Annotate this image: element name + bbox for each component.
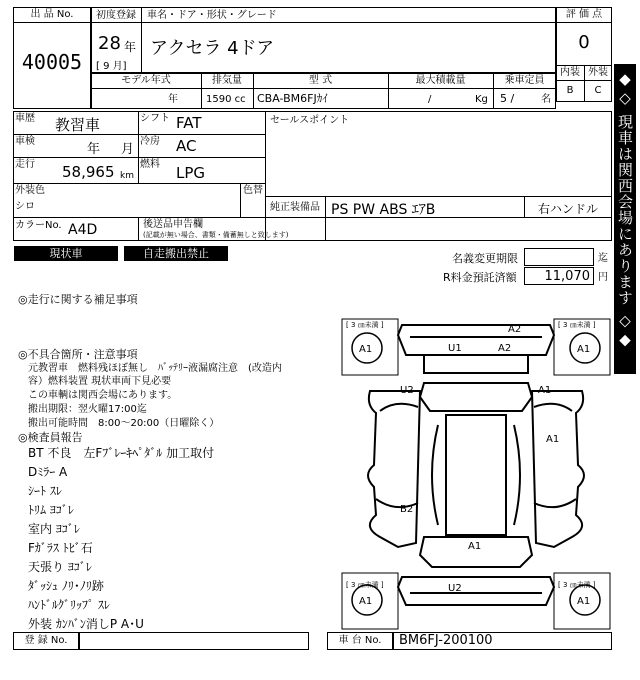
divider bbox=[265, 196, 612, 197]
sales-point-label: セールスポイント bbox=[270, 115, 350, 126]
divider bbox=[388, 73, 389, 109]
name-change-box bbox=[524, 248, 594, 266]
mark-front-bumper: A2 bbox=[508, 324, 522, 335]
shift-value: FAT bbox=[176, 114, 202, 132]
divider bbox=[138, 217, 139, 241]
corner-label-tl: [ 3 ㎝未満 ] bbox=[346, 321, 384, 329]
ac-label: 冷房 bbox=[140, 136, 160, 147]
mark-tire-fr: A1 bbox=[577, 344, 591, 355]
inspector-line: 室内 ﾖｺﾞﾚ bbox=[28, 522, 80, 536]
ac-value: AC bbox=[176, 137, 197, 155]
mark-right-front: A1 bbox=[538, 385, 552, 396]
mileage-unit: km bbox=[120, 171, 134, 181]
divider bbox=[13, 217, 612, 218]
fuel-label: 燃料 bbox=[140, 159, 160, 170]
lot-number-label: 出 品 No. bbox=[30, 9, 74, 20]
shift-label: シフト bbox=[140, 113, 170, 124]
color-number-value: A4D bbox=[68, 222, 98, 238]
year-unit: 年 bbox=[124, 40, 137, 54]
mark-front-a2: A2 bbox=[498, 343, 512, 354]
mark-left-front: U2 bbox=[400, 385, 414, 396]
displacement-label: 排気量 bbox=[212, 75, 242, 86]
capacity-value: 5 / bbox=[500, 92, 515, 105]
divider bbox=[13, 183, 265, 184]
inspector-line: Dﾐﾗｰ A bbox=[28, 465, 68, 479]
exterior-color-label: 外装色 bbox=[15, 185, 45, 196]
divider bbox=[265, 111, 266, 241]
score-value: 0 bbox=[578, 32, 590, 53]
corner-label-bl: [ 3 ㎝未満 ] bbox=[346, 581, 384, 589]
defect-line: 搬出期限：翌火曜17:00迄 bbox=[28, 404, 147, 415]
divider bbox=[556, 80, 612, 81]
color-number-label: カラーNo. bbox=[15, 220, 62, 231]
status-banner: 現状車 bbox=[14, 246, 118, 261]
inspector-line: ﾀﾞｯｼｭ ﾉﾘ･ﾉﾘ跡 bbox=[28, 579, 104, 593]
supplement-title: ◎走行に関する補足事項 bbox=[18, 293, 138, 306]
steering-side: 右ハンドル bbox=[537, 202, 598, 216]
divider bbox=[493, 73, 494, 109]
first-registration-label: 初度登録 bbox=[96, 10, 136, 21]
divider bbox=[91, 88, 556, 89]
interior-grade: B bbox=[566, 85, 574, 96]
chassis-label: 車 台 No. bbox=[338, 635, 382, 646]
mark-trunk: A1 bbox=[468, 541, 482, 552]
inspector-line: 外装 ｶﾝﾊﾞﾝ消しP A･U bbox=[28, 617, 144, 631]
inspector-line: ﾄﾘﾑ ﾖｺﾞﾚ bbox=[28, 503, 74, 517]
aftermarket-label: 後送品申告欄 bbox=[143, 219, 203, 230]
history-label: 車歴 bbox=[15, 113, 35, 124]
exterior-label: 外装 bbox=[588, 67, 608, 78]
inspector-line: ｼｰﾄ ｽﾚ bbox=[28, 484, 62, 498]
mark-tire-fl: A1 bbox=[359, 344, 373, 355]
mark-right-door: A1 bbox=[546, 434, 560, 445]
recycle-fee-label: R料金預託済額 bbox=[443, 271, 517, 284]
mark-front-u1: U1 bbox=[448, 343, 462, 354]
capacity-unit: 名 bbox=[541, 94, 551, 105]
recycle-fee-value: 11,070 bbox=[544, 269, 590, 284]
max-load-unit: Kg bbox=[475, 94, 488, 105]
vehicle-name: アクセラ 4ドア bbox=[150, 38, 275, 59]
history-value: 教習車 bbox=[55, 116, 101, 134]
defect-line: 元教習車 燃料残ほぼ無し ﾊﾞｯﾃﾘｰ液漏腐注意 (改造内 bbox=[28, 363, 282, 374]
aftermarket-note: (記載が無い場合、書類・備蓄無しと致します) bbox=[143, 231, 289, 239]
inspector-line: Fｶﾞﾗｽ ﾄﾋﾞ石 bbox=[28, 541, 93, 555]
registration-label: 登 録 No. bbox=[24, 635, 68, 646]
divider bbox=[138, 111, 139, 183]
inspection-month-unit: 月 bbox=[121, 142, 135, 157]
divider bbox=[141, 7, 142, 72]
interior-label: 内装 bbox=[560, 67, 580, 78]
model-year-label: モデル年式 bbox=[121, 75, 171, 86]
type-value: CBA-BM6FJｶｲ bbox=[257, 92, 328, 105]
inspector-title: ◎検査員報告 bbox=[18, 431, 83, 444]
score-label: 評 価 点 bbox=[565, 9, 603, 20]
divider bbox=[91, 22, 556, 23]
capacity-label: 乗車定員 bbox=[504, 75, 545, 86]
divider bbox=[556, 22, 612, 23]
genuine-equipment-label: 純正装備品 bbox=[270, 202, 320, 213]
max-load-separator: / bbox=[428, 94, 432, 105]
exterior-color-value: シロ bbox=[15, 201, 35, 212]
defect-line: 容）燃料装置 現状車両下見必要 bbox=[28, 376, 172, 387]
inspector-line: ﾊﾝﾄﾞﾙｸﾞﾘｯﾌﾟ ｽﾚ bbox=[28, 598, 110, 612]
inspector-line: BT 不良 左Fﾌﾞﾚｰｷﾍﾟﾀﾞﾙ 加工取付 bbox=[28, 446, 215, 460]
mileage-value: 58,965 bbox=[62, 163, 115, 181]
first-registration-month: [ 9 月] bbox=[96, 61, 127, 72]
mark-tire-rl: A1 bbox=[359, 596, 373, 607]
chassis-number: BM6FJ-200100 bbox=[399, 633, 493, 648]
side-banner-text: ◆◇ 現車は関西会場にあります ◇◆ bbox=[616, 70, 634, 350]
fuel-value: LPG bbox=[176, 164, 206, 182]
defect-line: 搬出可能時間 8:00〜20:00（日曜除く） bbox=[28, 418, 220, 429]
mileage-label: 走行 bbox=[15, 159, 35, 170]
mark-left-rear: B2 bbox=[400, 504, 414, 515]
vehicle-name-label: 車名・ドア・形状・グレード bbox=[147, 10, 277, 21]
recycle-fee-unit: 円 bbox=[598, 272, 608, 283]
mark-tire-rr: A1 bbox=[577, 596, 591, 607]
name-change-unit: 迄 bbox=[598, 253, 608, 264]
defects-title: ◎不具合箇所・注意事項 bbox=[18, 348, 138, 361]
max-load-label: 最大積載量 bbox=[415, 75, 466, 86]
displacement-value: 1590 cc bbox=[206, 94, 246, 105]
color-change-label: 色替 bbox=[243, 185, 263, 196]
divider bbox=[201, 73, 202, 109]
inspection-year-unit: 年 bbox=[87, 142, 101, 157]
defect-line: この車輌は関西会場にあります。 bbox=[28, 390, 178, 401]
inspector-line: 天張り ﾖｺﾞﾚ bbox=[28, 560, 92, 574]
divider bbox=[253, 73, 254, 109]
corner-label-br: [ 3 ㎝未満 ] bbox=[558, 581, 596, 589]
model-year-unit: 年 bbox=[168, 94, 178, 105]
genuine-equipment-value: PS PW ABS ｴｱB bbox=[331, 202, 436, 218]
type-label: 型 式 bbox=[308, 75, 333, 86]
divider bbox=[240, 183, 241, 217]
first-registration-year: 28 bbox=[98, 33, 121, 54]
corner-label-tr: [ 3 ㎝未満 ] bbox=[558, 321, 596, 329]
lot-number: 40005 bbox=[21, 50, 83, 74]
divider bbox=[13, 22, 91, 23]
name-change-label: 名義変更期限 bbox=[452, 252, 518, 265]
side-location-banner bbox=[614, 64, 636, 374]
exterior-grade: C bbox=[594, 85, 602, 96]
divider bbox=[13, 157, 265, 158]
inspection-label: 車検 bbox=[15, 136, 35, 147]
self-pickup-banner: 自走搬出禁止 bbox=[124, 246, 228, 261]
divider bbox=[13, 134, 265, 135]
divider bbox=[325, 196, 326, 241]
car-condition-diagram bbox=[340, 315, 612, 631]
registration-value-box bbox=[79, 632, 309, 650]
mark-rear-bumper: U2 bbox=[448, 583, 462, 594]
